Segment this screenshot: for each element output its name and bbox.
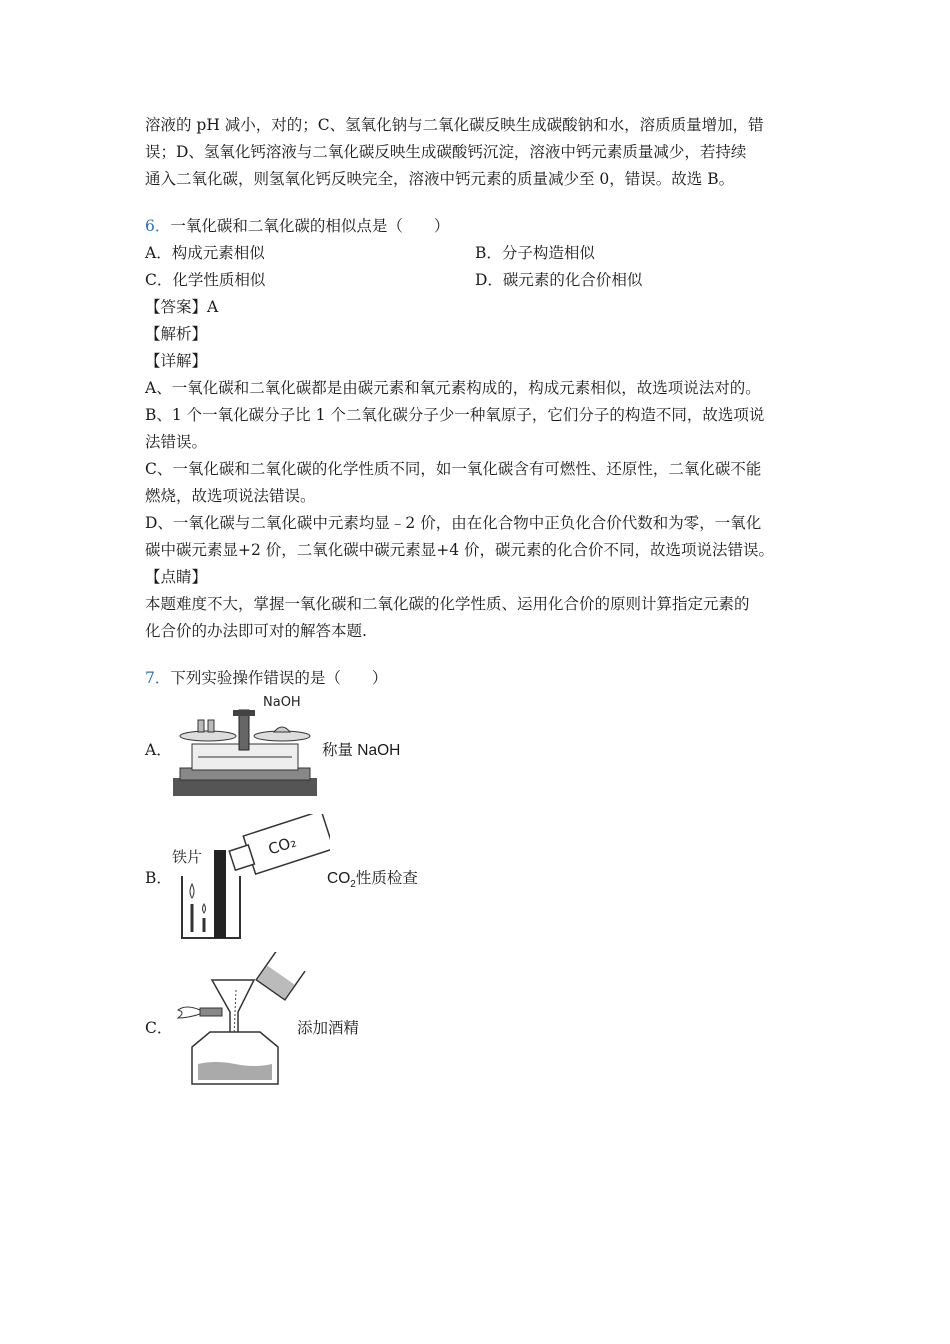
detail-line-7: 碳中碳元素显+2 价，二氧化碳中碳元素显+4 价，碳元素的化合价不同，故选项说法错误。	[145, 541, 775, 559]
detail-line-2: B、1 个一氧化碳分子比 1 个二氧化碳分子少一种氧原子，它们分子的构造不同，故选项说	[145, 406, 765, 424]
question-7-number: 7．	[145, 669, 171, 687]
flame-short-icon	[203, 904, 206, 913]
prev-answer-line-2: 误；D、氢氧化钙溶液与二氧化碳反映生成碳酸钙沉淀，溶液中钙元素质量减少，若持续	[145, 143, 747, 161]
option-b: B．分子构造相似	[475, 244, 595, 262]
question-7-option-b	[145, 814, 810, 944]
co2-bottle-label: CO₂	[265, 832, 299, 859]
iron-sheet-label: 铁片	[172, 848, 203, 866]
wick-holder	[200, 1008, 222, 1016]
question-6-number: 6．	[145, 217, 171, 235]
naoh-pile	[274, 727, 290, 732]
detail-line-4: C、一氧化碳和二氧化碳的化学性质不同，如一氧化碳含有可燃性、还原性，二氧化碳不能	[145, 460, 762, 478]
option-d: D．碳元素的化合价相似	[475, 271, 643, 289]
option-a-label: A．	[145, 741, 172, 759]
balance-base	[173, 778, 317, 796]
flame-icon	[178, 1007, 200, 1018]
option-a-caption: 称量 NaOH	[322, 742, 401, 759]
option-c-label: C．	[145, 1019, 173, 1037]
option-b-label: B．	[145, 869, 172, 887]
answer-label: 【答案】A	[145, 298, 219, 316]
question-7-option-a	[145, 692, 810, 802]
analysis-heading: 【解析】	[145, 325, 208, 343]
question-6-options-row-2	[145, 267, 810, 294]
question-6-options-row-1	[145, 240, 810, 267]
question-6-text: 一氧化碳和二氧化碳的相似点是（ ）	[170, 217, 450, 235]
question-7-option-c	[145, 952, 810, 1092]
question-7-text: 下列实验操作错误的是（ ）	[170, 669, 388, 687]
question-7-stem	[145, 665, 810, 692]
detail-line-6: D、一氧化碳与二氧化碳中元素均显﹣2 价，由在化合物中正负化合价代数和为零，一氧化	[145, 514, 762, 532]
iron-sheet	[214, 850, 226, 938]
question-6-stem	[145, 213, 810, 240]
weight-1	[198, 720, 204, 732]
naoh-figure-label: NaOH	[263, 695, 301, 710]
co2-caption-main: CO	[327, 870, 351, 887]
detail-line-5: 燃烧，故选项说法错误。	[145, 487, 316, 505]
balance-figure	[170, 692, 320, 802]
prev-answer-line-1: 溶液的 pH 减小，对的；C、氢氧化钠与二氧化碳反映生成碳酸钠和水，溶质质量增加，错	[145, 116, 764, 134]
co2-figure	[170, 814, 330, 944]
document-page	[145, 112, 810, 1092]
detail-line-3: 法错误。	[145, 433, 208, 451]
balance-top	[233, 710, 255, 716]
flame-tall-icon	[190, 884, 194, 898]
detail-heading: 【详解】	[145, 352, 208, 370]
co2-caption-subscript: 2	[350, 879, 356, 891]
pouring-beaker	[256, 952, 305, 1000]
detail-line-1: A、一氧化碳和二氧化碳都是由碳元素和氧元素构成的，构成元素相似，故选项说法对的。	[145, 379, 761, 397]
option-a: A．构成元素相似	[145, 244, 265, 262]
option-c-caption: 添加酒精	[297, 1020, 360, 1037]
weight-2	[208, 720, 214, 732]
co2-bottle	[226, 814, 330, 880]
option-c: C．化学性质相似	[145, 271, 266, 289]
option-b-caption	[327, 866, 418, 890]
prev-answer-line-3: 通入二氧化碳，则氢氧化钙反映完全，溶液中钙元素的质量减少至 0，错误。故选 B。	[145, 170, 735, 188]
co2-caption-rest: 性质检查	[355, 870, 418, 887]
comment-line-2: 化合价的办法即可对的解答本题.	[145, 622, 367, 640]
comment-line-1: 本题难度不大，掌握一氧化碳和二氧化碳的化学性质、运用化合价的原则计算指定元素的	[145, 595, 750, 613]
comment-heading: 【点睛】	[145, 568, 208, 586]
